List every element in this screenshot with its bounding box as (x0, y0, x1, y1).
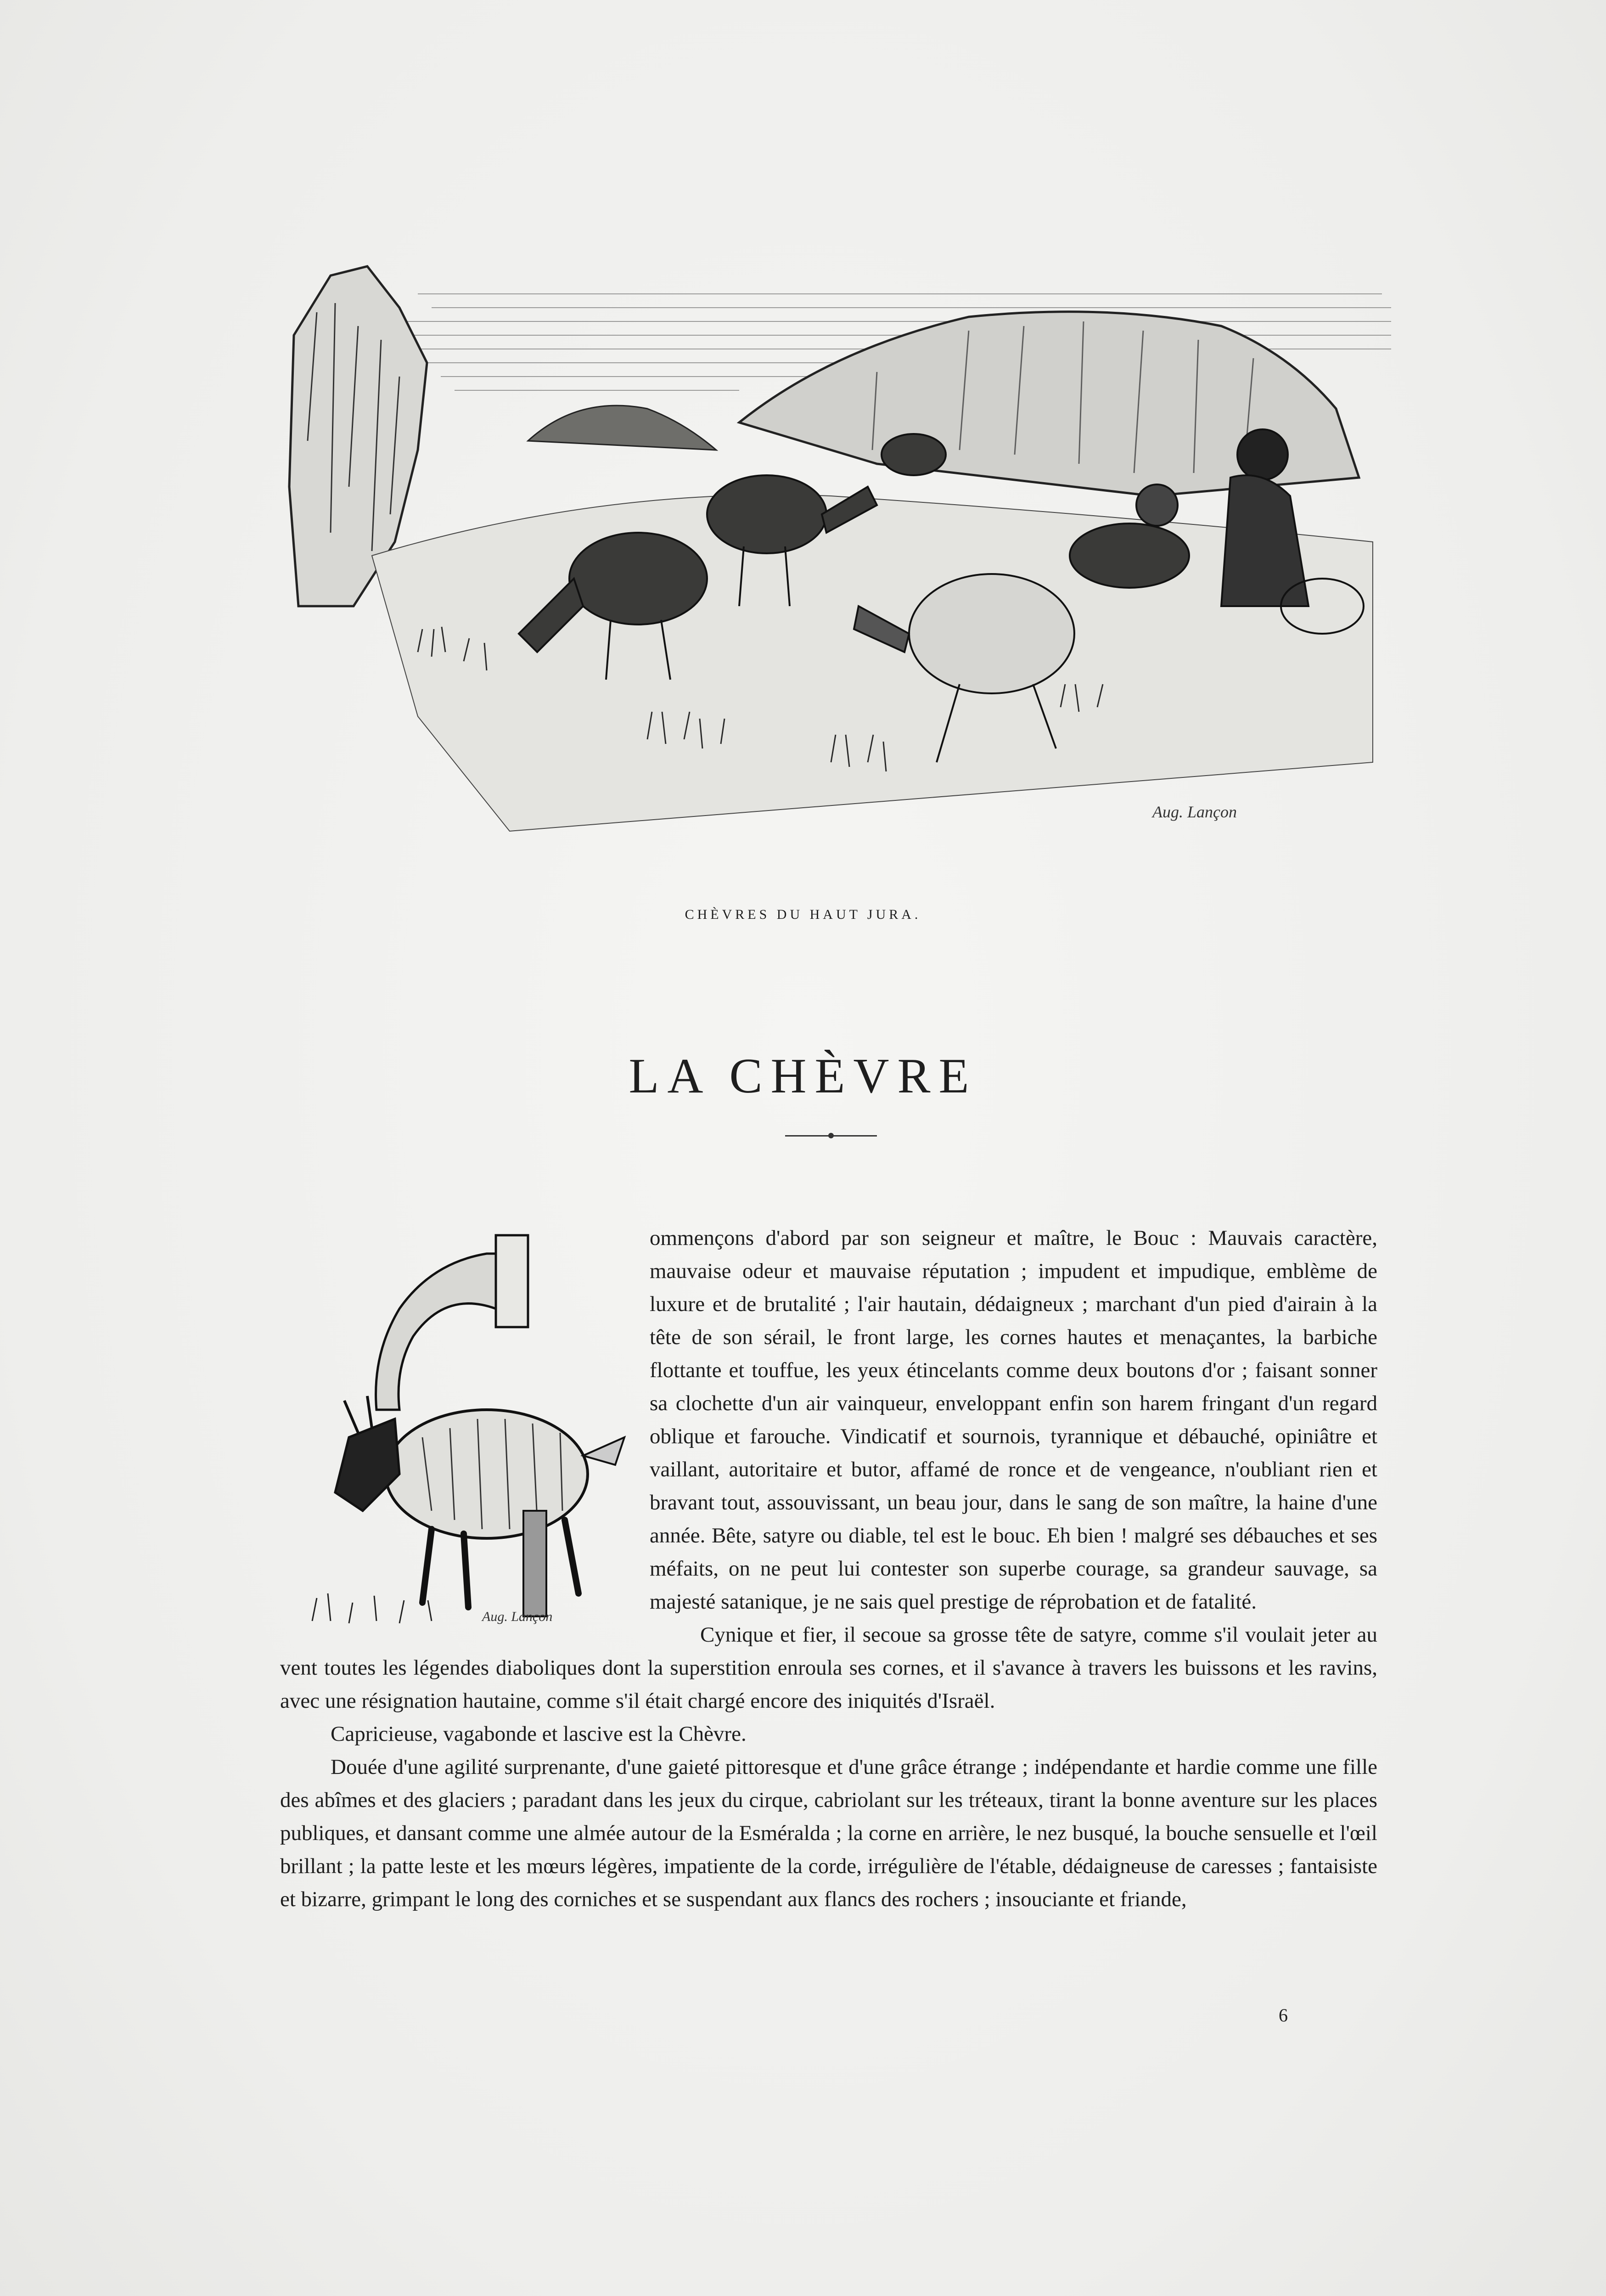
illustration-signature: Aug. Lançon (1152, 803, 1237, 821)
paragraph-4: Douée d'une agilité surprenante, d'une gaieté pittoresque et d'une grâce étrange ; indépendante et hardie comme une fille des abîmes et des glaciers ; paradant dans les jeux du cirque, cabriolant sur les tréteaux, tirant la bonne aventure sur les places publiques, et dansant comme une almée autour de la Esméralda ; la corne en arrière, le nez busqué, la bouche sensuelle et l'œil brillant ; la patte leste et les mœurs légères, impatiente de la corde, irrégulière de l'étable, dédaigneuse de caresses ; fantaisiste et bizarre, grimpant le long des corniches et se suspendant aux flancs des rochers ; insouciante et friande, (280, 1755, 1377, 1911)
paragraph-1-text: ommençons d'abord par son seigneur et maître, le Bouc : Mauvais caractère, mauvaise odeur et mauvaise réputation ; impudent et impudique, emblème de luxure et de brutalité ; l'air hautain, dédaigneux ; marchant d'un pied d'airain à la tête de son sérail, le front large, les cornes hautes et menaçantes, la barbiche flottante et touffue, les yeux étincelants comme deux boutons d'or ; faisant sonner sa clochette d'un air vainqueur, enveloppant enfin son harem fringant d'un regard oblique et farouche. Vindicatif et sournois, tyrannique et débauché, opiniâtre et vaillant, autoritaire et butor, affamé de ronce et de vengeance, n'oubliant rien et bravant tout, assouvissant, un beau jour, dans le sang de son maître, la haine d'une année. Bête, satyre ou diable, tel est le bouc. Eh bien ! malgré ses débauches et ses méfaits, on ne peut lui contester son superbe courage, sa grandeur sauvage, sa majesté satanique, je ne sais quel prestige de réprobation et de fatalité. (650, 1226, 1377, 1614)
goats-landscape-illustration (280, 257, 1400, 850)
paragraph-2: Cynique et fier, il secoue sa grosse tête de satyre, comme s'il voulait jeter au vent toutes les légendes diaboliques dont la superstition enroula ses cornes, et il s'avance à travers les buissons et les ravins, avec une résignation hautaine, comme s'il était chargé encore des iniquités d'Israël. (280, 1623, 1377, 1713)
title-ornament-rule (785, 1135, 877, 1138)
article-title: LA CHÈVRE (629, 1049, 977, 1104)
article-body (280, 1221, 1377, 1916)
drop-cap-signature: Aug. Lançon (482, 1609, 553, 1624)
paragraph-1 (280, 1221, 1377, 1618)
paragraph-3: Capricieuse, vagabonde et lascive est la Chèvre. (331, 1722, 747, 1746)
drop-cap-space (280, 1221, 650, 1628)
page-number: 6 (1279, 2005, 1288, 2026)
goats-landscape-icon (280, 257, 1400, 850)
illustration-caption: CHÈVRES DU HAUT JURA. (685, 907, 921, 922)
